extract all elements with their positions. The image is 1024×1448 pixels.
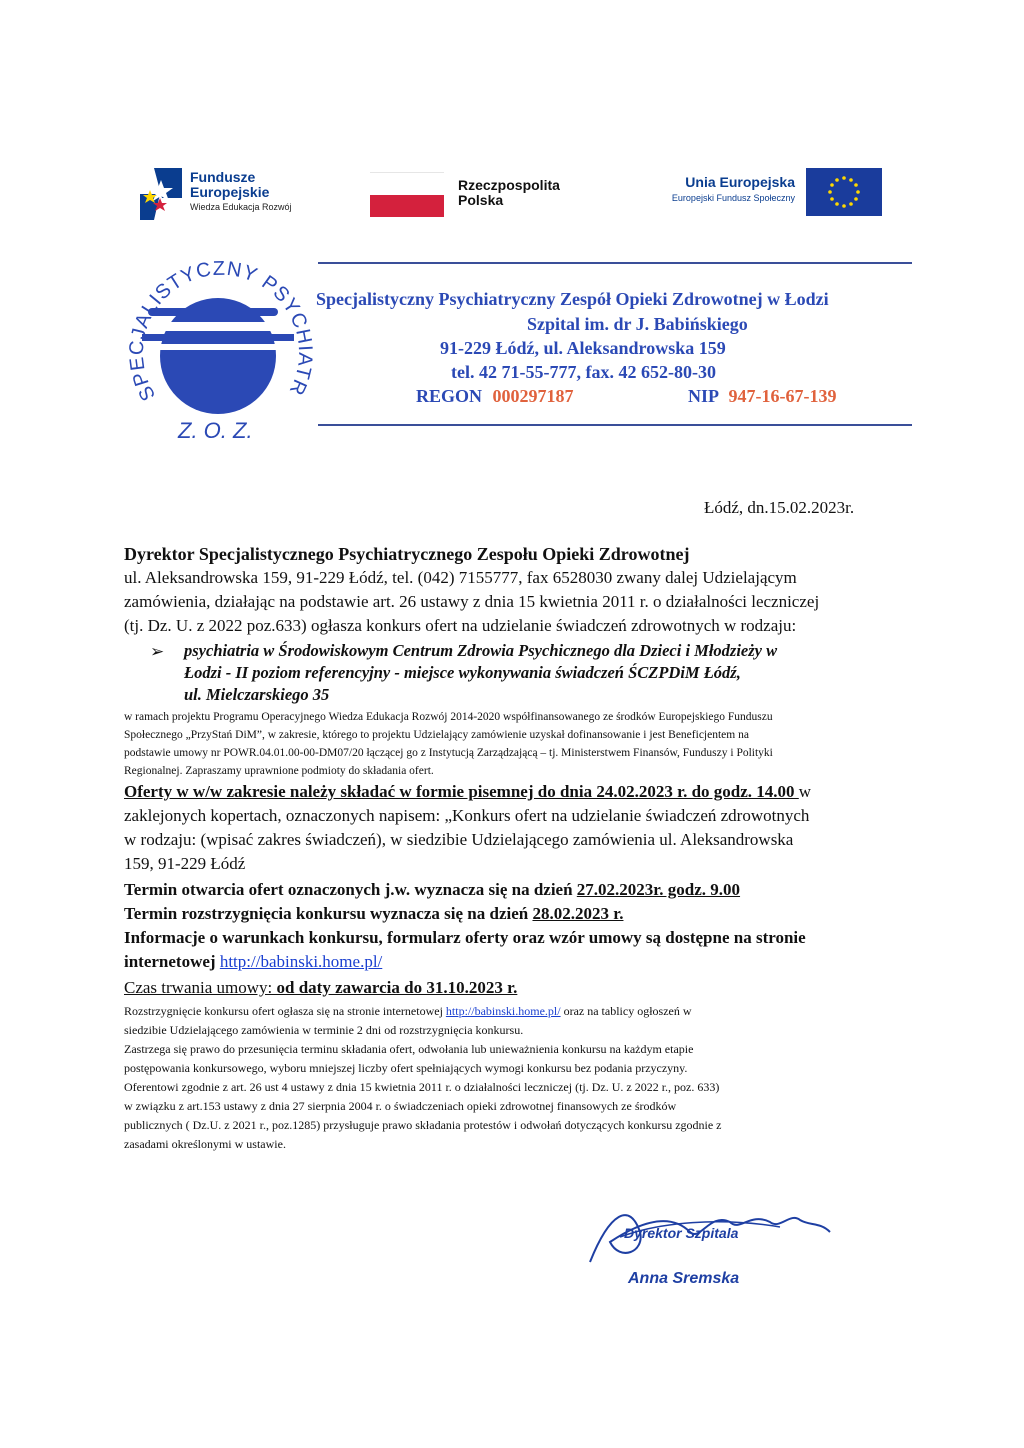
closing-paragraphs xyxy=(124,1002,914,1154)
service-line2: Łodzi - II poziom referencyjny - miejsce wykonywania świadczeń ŚCZPDiM Łódź, xyxy=(184,663,741,682)
project-line4: Regionalnej. Zapraszamy uprawnione podmioty do składania ofert. xyxy=(124,765,434,777)
szpital-emblem-icon xyxy=(118,256,318,448)
info-line1: Informacje o warunkach konkursu, formularz oferty oraz wzór umowy są dostępne na stronie xyxy=(124,928,806,947)
opening-value: 27.02.2023r. godz. 9.00 xyxy=(576,880,741,899)
hospital-subname: Szpital im. dr J. Babińskiego xyxy=(527,314,748,334)
fundusze-europejskie-logo xyxy=(140,168,330,228)
logo-arc-text: SPECJALISTYCZNY PSYCHIATR xyxy=(125,257,317,405)
signature-stamp-text: Dyrektor Szpitala xyxy=(624,1225,739,1241)
eu-subtitle: Europejski Fundusz Społeczny xyxy=(671,193,795,203)
intro-line3: (tj. Dz. U. z 2022 poz.633) ogłasza konkurs ofert na udzielanie świadczeń zdrowotnych w rodzaju: xyxy=(124,616,797,635)
offers-line4: 159, 91-229 Łódź xyxy=(124,854,246,873)
opening-date-line xyxy=(124,878,740,902)
result-line2: siedzibie Udzielającego zamówienia w terminie 2 dni od rozstrzygnięcia konkursu. xyxy=(124,1023,524,1037)
hospital-name: Specjalistyczny Psychiatryczny Zespół Opieki Zdrowotnej w Łodzi xyxy=(316,289,829,309)
project-line3: podstawie umowy nr POWR.04.01.00-00-DM07/20 łączącej go z Instytucją Zarządzającą – tj. Ministerstwem Finansów, Funduszy i Polityki xyxy=(124,747,773,759)
result-line1a: Rozstrzygnięcie konkursu ofert ogłasza się na stronie internetowej xyxy=(124,1004,446,1018)
offers-line2: zaklejonych kopertach, oznaczonych napisem: „Konkurs ofert na udzielanie świadczeń zdrowotnych xyxy=(124,806,810,825)
service-line3: ul. Mielczarskiego 35 xyxy=(184,685,330,704)
reserve-line1: Zastrzega się prawo do przesunięcia terminu składania ofert, odwołania lub unieważnienia konkursu na każdym etapie xyxy=(124,1042,694,1056)
decision-label: Termin rozstrzygnięcia konkursu wyznacza się na dzień xyxy=(124,904,533,923)
hospital-address: 91-229 Łódź, ul. Aleksandrowska 159 xyxy=(440,338,726,358)
protest-line2: w związku z art.153 ustawy z dnia 27 sierpnia 2004 r. o świadczeniach opieki zdrowotnej finansowych ze środków xyxy=(124,1099,677,1113)
header-rule-top xyxy=(318,262,912,264)
info-paragraph xyxy=(124,926,914,974)
duration-label: Czas trwania umowy: xyxy=(124,978,277,997)
service-line1: psychiatria w Środowiskowym Centrum Zdrowia Psychicznego dla Dzieci i Młodzieży w xyxy=(184,641,778,660)
info-line2-label: internetowej xyxy=(124,952,220,971)
hospital-logo xyxy=(118,256,318,448)
pl-title-line1: Rzeczpospolita xyxy=(458,177,560,193)
nip-value: 947-16-67-139 xyxy=(728,386,837,406)
eu-flag-icon xyxy=(806,168,882,216)
logo-zoz-text: Z. O. Z. xyxy=(178,418,253,443)
intro-line2: zamówienia, działając na podstawie art. 26 ustawy z dnia 15 kwietnia 2011 r. o działalności leczniczej xyxy=(124,592,820,611)
reserve-line2: postępowania konkursowego, wyboru mniejszej liczby ofert spełniających wymogi konkursu bez podania przyczyny. xyxy=(124,1061,688,1075)
fe-title-line1: Fundusze xyxy=(190,169,256,185)
offers-line3: w rodzaju: (wpisać zakres świadczeń), w siedzibie Udzielającego zamówienia ul. Aleksandrowska xyxy=(124,830,794,849)
project-line2: Społecznego „PrzyStań DiM”, w zakresie, którego to projektu Udzielający zamówienie uzyskał dofinansowanie i jest Beneficjentem na xyxy=(124,729,749,741)
offers-deadline: Oferty w w/w zakresie należy składać w formie pisemnej do dnia 24.02.2023 r. do godz. 14.00 xyxy=(124,782,799,801)
header-rule-bottom xyxy=(318,424,912,426)
opening-label: Termin otwarcia ofert oznaczonych j.w. wyznacza się na dzień xyxy=(124,880,577,899)
pl-title-line2: Polska xyxy=(458,192,504,208)
result-website-link[interactable]: http://babinski.home.pl/ xyxy=(445,1004,561,1018)
protest-line1: Oferentowi zgodnie z art. 26 ust 4 ustawy z dnia 15 kwietnia 2011 r. o działalności leczniczej (tj. Dz. U. z 2022 r., poz. 633) xyxy=(124,1080,720,1094)
duration-value: od daty zawarcia do 31.10.2023 r. xyxy=(276,978,518,997)
hospital-phone-fax: tel. 42 71-55-777, fax. 42 652-80-30 xyxy=(451,362,716,382)
decision-date-line xyxy=(124,902,623,926)
result-line1b: oraz na tablicy ogłoszeń w xyxy=(560,1004,692,1018)
signatory-name: Anna Sremska xyxy=(628,1270,740,1287)
fe-title-line2: Europejskie xyxy=(190,184,270,200)
protest-line3: publicznych ( Dz.U. z 2021 r., poz.1285) przysługuje prawo składania protestów i odwołań dotyczących konkursu zgodnie z xyxy=(124,1118,722,1132)
eu-stars-icon xyxy=(806,168,882,216)
offers-line1-rest: w xyxy=(798,782,812,801)
intro-paragraph xyxy=(124,566,904,638)
contract-duration-line xyxy=(124,976,517,1000)
polish-flag-icon xyxy=(370,172,444,216)
bullet-arrow-icon: ➢ xyxy=(150,642,165,661)
nip-label: NIP xyxy=(688,386,719,406)
eu-label xyxy=(630,174,795,205)
eu-title: Unia Europejska xyxy=(685,174,795,190)
offers-paragraph xyxy=(124,780,914,876)
info-website-link[interactable]: http://babinski.home.pl/ xyxy=(219,952,383,971)
decision-value: 28.02.2023 r. xyxy=(532,904,624,923)
regon-line xyxy=(416,385,574,407)
protest-line4: zasadami określonymi w ustawie. xyxy=(124,1137,286,1151)
service-scope xyxy=(184,640,904,706)
project-line1: w ramach projektu Programu Operacyjnego Wiedza Edukacja Rozwój 2014-2020 współfinansowanego ze środków Europejskiego Funduszu xyxy=(124,711,773,723)
fe-star-mark-icon xyxy=(140,168,182,220)
nip-line xyxy=(688,385,837,407)
director-heading: Dyrektor Specjalistycznego Psychiatrycznego Zespołu Opieki Zdrowotnej xyxy=(124,544,690,564)
fe-subtitle: Wiedza Edukacja Rozwój xyxy=(190,202,292,212)
regon-value: 000297187 xyxy=(492,386,574,406)
rzeczpospolita-polska-label xyxy=(458,178,560,208)
document-date: Łódź, dn.15.02.2023r. xyxy=(704,498,855,517)
regon-label: REGON xyxy=(416,386,483,406)
project-paragraph xyxy=(124,708,904,780)
intro-line1: ul. Aleksandrowska 159, 91-229 Łódź, tel. (042) 7155777, fax 6528030 zwany dalej Udzielającym xyxy=(124,568,797,587)
